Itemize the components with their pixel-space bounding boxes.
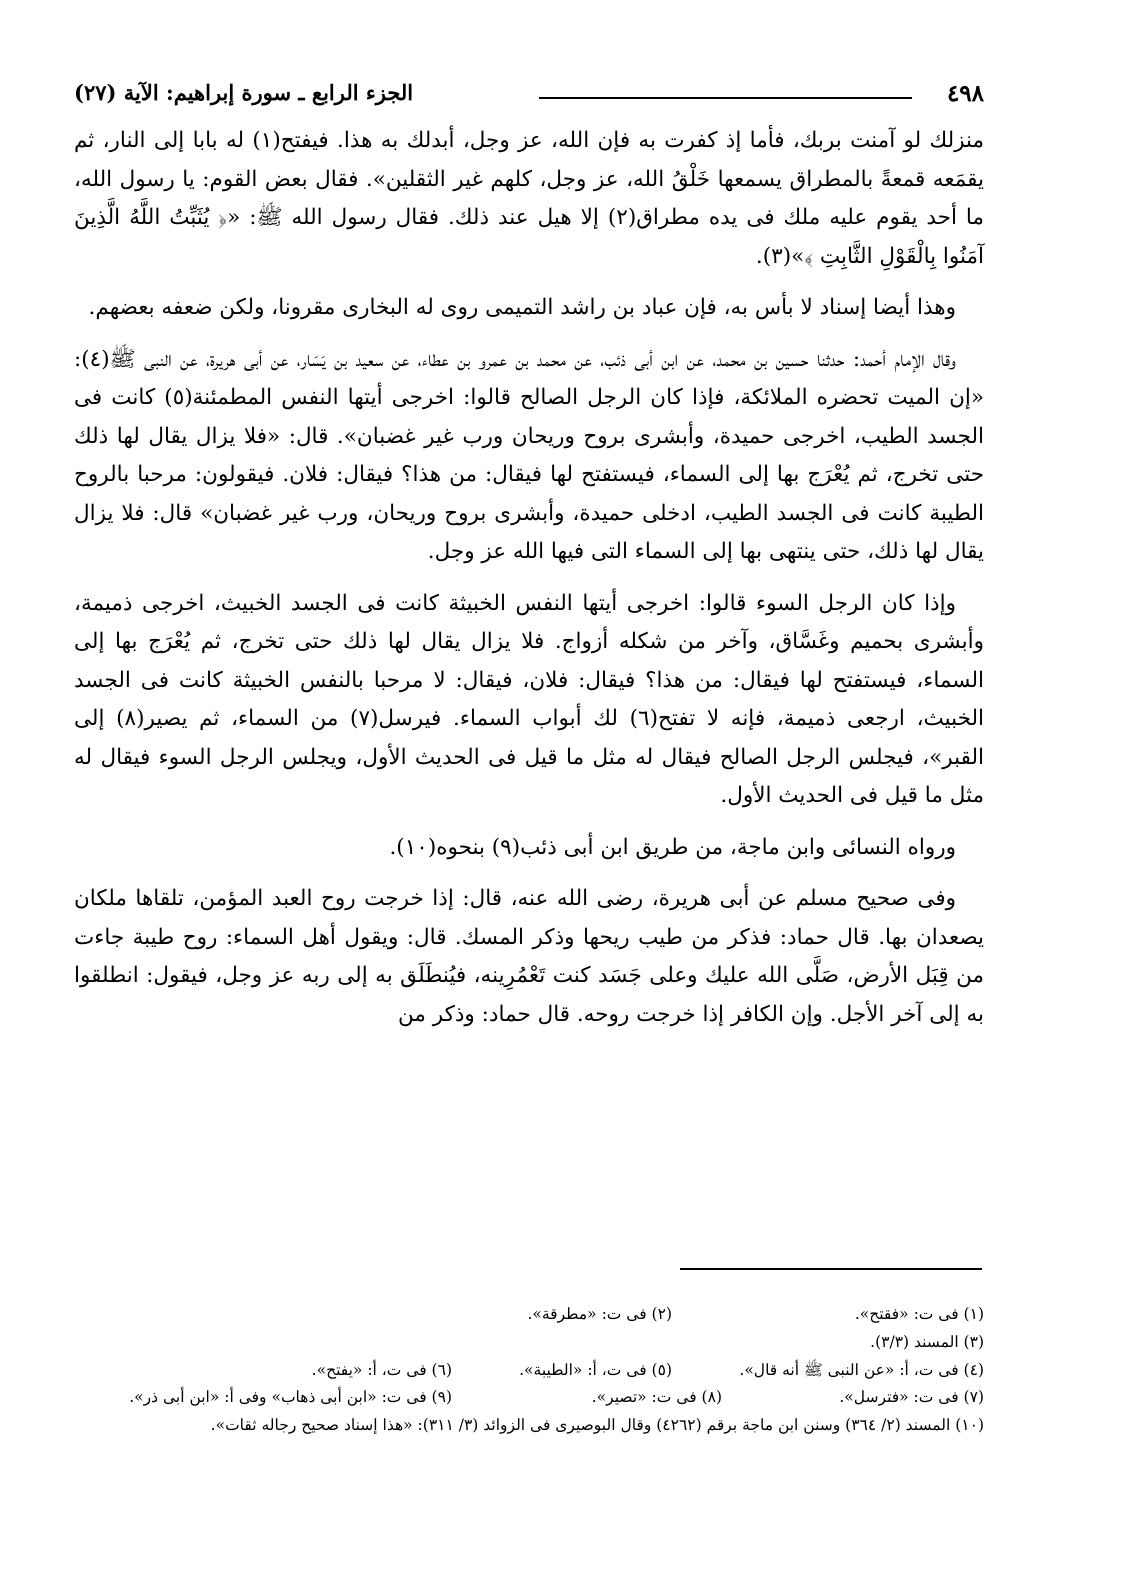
footnote-row — [74, 1301, 984, 1329]
footnote-rule — [680, 1268, 982, 1270]
footnote: (٥) فى ت، أ: «الطيبة». — [519, 1360, 672, 1379]
footnote: (٦) فى ت، أ: «يفتح». — [311, 1360, 452, 1379]
footnote: (١) فى ت: «فقتح». — [854, 1305, 984, 1323]
footnote: (٧) فى ت: «فترسل». — [839, 1388, 984, 1407]
running-head: الجزء الرابع ـ سورة إبراهيم: الآية (٢٧) — [74, 80, 414, 105]
paragraph: وهذا أيضا إسناد لا بأس به، فإن عباد بن راشد التميمى روى له البخارى مقرونا، ولكن ضعفه بعضهم. — [88, 295, 956, 320]
paragraph: وفى صحيح مسلم عن أبى هريرة، رضى الله عنه، قال: إذا خرجت روح العبد المؤمن، تلقاها ملكان يصعدان بها. قال حماد: فذكر من طيب ريحها وذكر المسك. قال: ويقول أهل السماء: روح طيبة جاءت من قِبَل الأرض، صَلَّى الله عليك وعلى جَسَد كنت تَعْمُرِينه، فيُنطَلَق به إلى ربه عز وجل، فيقول: انطلقوا به إلى آخر الأجل. وإن الكافر إذا خرجت روحه. قال حماد: وذكر من — [74, 886, 984, 1027]
header-rule — [539, 97, 912, 99]
page-number: ٤٩٨ — [946, 80, 984, 107]
footnote-row — [74, 1384, 984, 1412]
paragraph: وقال الإمام أحمد: حدثنا حسين بن محمد، عن ابن أبى ذئب، عن محمد بن عمرو بن عطاء، عن سعيد بن يَسَار، عن أبى هريرة، عن النبى ﷺ(٤): «إن الميت تحضره الملائكة، فإذا كان الرجل الصالح قالوا: اخرجى أيتها النفس المطمئنة(٥) كانت فى الجسد الطيب، اخرجى حميدة، وأبشرى بروح وريحان ورب غير غضبان». قال: «فلا يزال يقال لها ذلك حتى تخرج، ثم يُعْرَج بها إلى السماء، فيستفتح لها فيقال: من هذا؟ فيقال: فلان. فيقولون: مرحبا بالروح الطيبة كانت فى الجسد الطيب، ادخلى حميدة، وأبشرى بروح وريحان، ورب غير غضبان» قال: فلا يزال يقال لها ذلك، حتى ينتهى بها إلى السماء التى فيها الله عز وجل. — [74, 346, 984, 564]
paragraph: ورواه النسائى وابن ماجة، من طريق ابن أبى ذئب(٩) بنحوه(١٠). — [389, 834, 956, 860]
paragraph: وإذا كان الرجل السوء قالوا: اخرجى أيتها النفس الخبيثة كانت فى الجسد الخبيث، اخرجى ذميمة، وأبشرى بحميم وغَسَّاق، وآخر من شكله أزواج. فلا يزال يقال لها ذلك حتى تخرج، ثم يُعْرَج بها إلى السماء، فيستفتح لها فيقال: من هذا؟ فيقال: فلان، فيقال: لا مرحبا بالنفس الخبيثة كانت فى الجسد الخبيث، ارجعى ذميمة، فإنه لا تفتح(٦) لك أبواب السماء. فيرسل(٧) من السماء، ثم يصير(٨) إلى القبر»، فيجلس الرجل الصالح فيقال له مثل ما قيل فى الحديث الأول، ويجلس الرجل السوء فيقال له مثل ما قيل فى الحديث الأول. — [74, 590, 984, 808]
page-header — [74, 78, 984, 118]
footnote: (٩) فى ت: «ابن أبى ذهاب» وفى أ: «ابن أبى ذر». — [129, 1388, 452, 1407]
footnote: (٢) فى ت: «مطرقة». — [527, 1305, 672, 1323]
paragraph: منزلك لو آمنت بربك، فأما إذ كفرت به فإن الله، عز وجل، أبدلك به هذا. فيفتح(١) له بابا إلى النار، ثم يقمَعه قمعةً بالمطراق يسمعها خَلْقُ الله، عز وجل، كلهم غير الثقلين». فقال بعض القوم: يا رسول الله، ما أحد يقوم عليه ملك فى يده مطراق(٢) إلا هيل عند ذلك. فقال رسول الله ﷺ: «﴿ يُثَبِّتُ اللَّهُ الَّذِينَ آمَنُوا بِالْقَوْلِ الثَّابِتِ ﴾»(٣). — [74, 128, 984, 269]
footnote: (١٠) المسند (٢/ ٣٦٤) وسنن ابن ماجة برقم (٤٢٦٢) وقال البوصيرى فى الزوائد (٣/ ٣١١): «هذا إسناد صحيح رجاله ثقات». — [210, 1416, 984, 1435]
footnotes — [74, 1301, 984, 1440]
footnote-row — [74, 1357, 984, 1385]
footnote: (٨) فى ت: «تصير». — [591, 1388, 722, 1407]
footnote-row — [74, 1329, 984, 1357]
main-text — [74, 122, 984, 1047]
footnote: (٣) المسند (٣/٣). — [870, 1332, 984, 1351]
footnote: (٤) فى ت، أ: «عن النبى ﷺ أنه قال». — [739, 1360, 984, 1379]
footnote-row — [74, 1412, 984, 1440]
